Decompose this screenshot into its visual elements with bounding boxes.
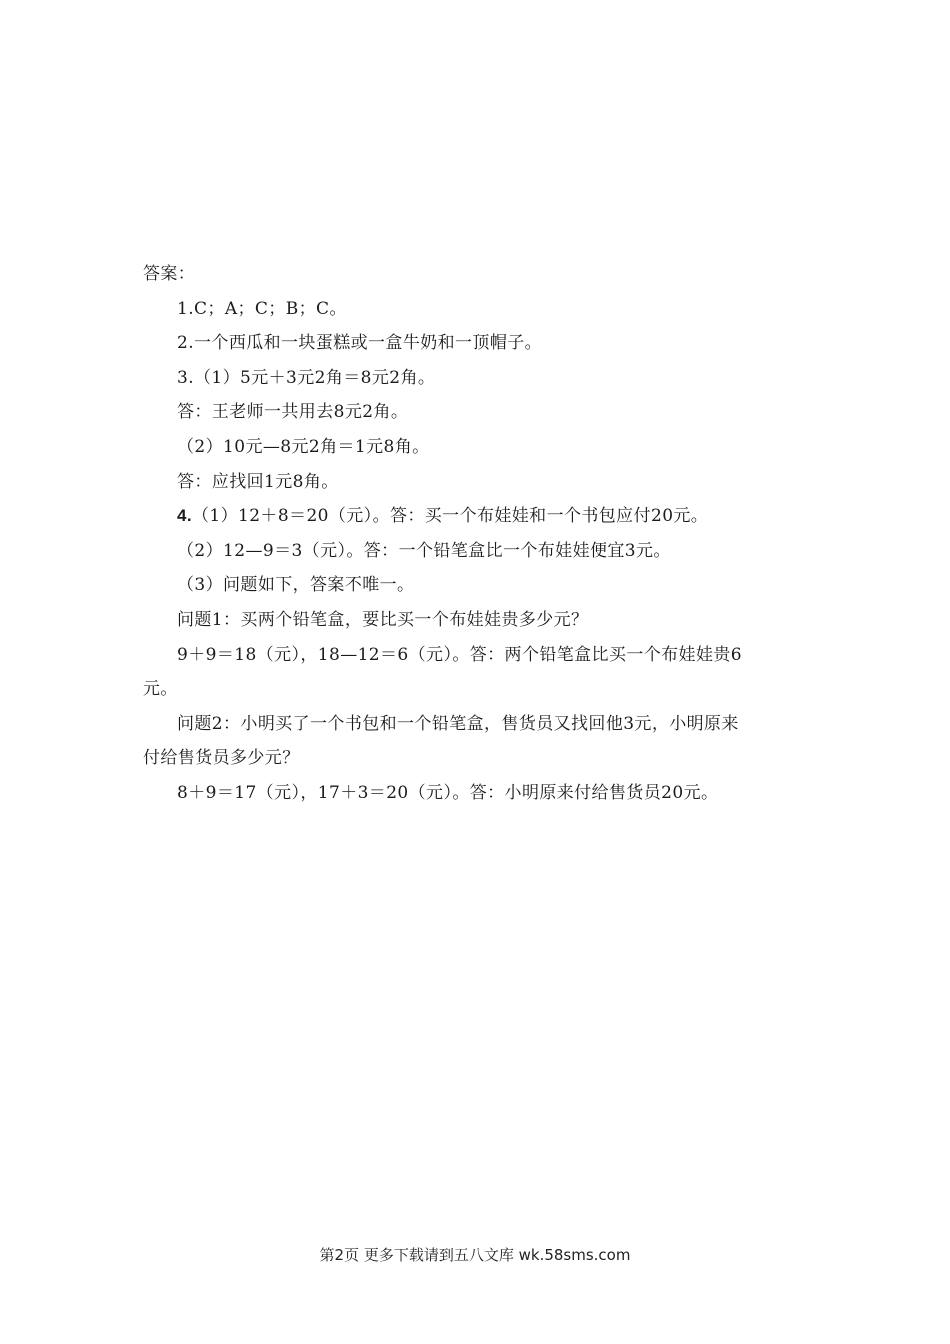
answer-line-problem2: 问题2：小明买了一个书包和一个铅笔盒，售货员又找回他3元，小明原来	[177, 713, 739, 734]
q4-first-text: （1）12＋8＝20（元）。答：买一个布娃娃和一个书包应付20元。	[191, 506, 709, 527]
answer-content	[143, 257, 815, 811]
answer-heading: 答案：	[143, 264, 196, 284]
answer-line-2: 2.一个西瓜和一块蛋糕或一盒牛奶和一顶帽子。	[177, 333, 543, 354]
answer-line-problem1-solution: 9＋9＝18（元），18—12＝6（元）。答：两个铅笔盒比买一个布娃娃贵6	[177, 644, 742, 665]
answer-line-4: 答：王老师一共用去8元2角。	[177, 402, 409, 423]
page-footer: 第2页 更多下载请到五八文库 wk.58sms.com	[319, 1246, 631, 1264]
answer-line-5: （2）10元—8元2角＝1元8角。	[177, 436, 430, 457]
answer-line-q4-2: （2）12—9＝3（元）。答：一个铅笔盒比一个布娃娃便宜3元。	[177, 540, 671, 561]
answer-line-q4-3: （3）问题如下，答案不唯一。	[177, 575, 415, 596]
q4-number: 4.	[177, 506, 192, 526]
answer-line-problem1-wrap: 元。	[143, 679, 178, 700]
answer-line-3: 3.（1）5元＋3元2角＝8元2角。	[177, 367, 436, 388]
answer-line-problem1: 问题1：买两个铅笔盒，要比买一个布娃娃贵多少元？	[177, 609, 589, 630]
answer-line-q4	[143, 499, 815, 534]
answer-line-problem2-solution: 8＋9＝17（元），17＋3＝20（元）。答：小明原来付给售货员20元。	[177, 782, 719, 803]
answer-line-problem2-wrap: 付给售货员多少元？	[143, 748, 300, 769]
answer-line-6: 答：应找回1元8角。	[177, 471, 339, 492]
answer-line-1: 1.C；A；C；B；C。	[177, 298, 347, 319]
